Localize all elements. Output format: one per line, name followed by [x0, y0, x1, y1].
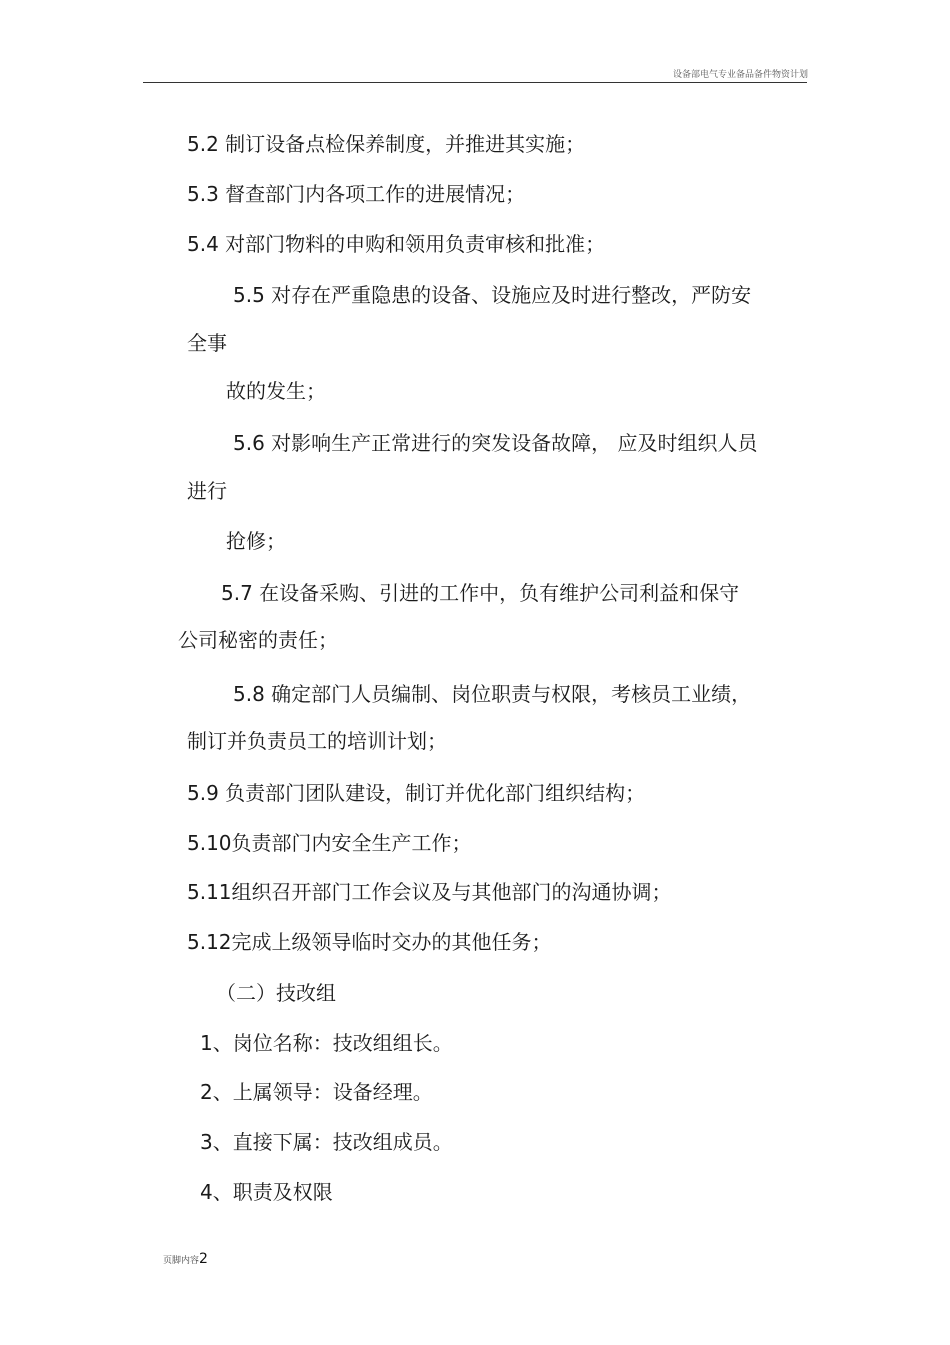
text-line-5-5-cont-2: 故的发生； [226, 379, 326, 403]
text-line-5-8-cont: 制订并负责员工的培训计划； [187, 729, 447, 753]
text-line-5-7: 5.7 在设备采购、引进的工作中，负有维护公司利益和保守 [221, 581, 740, 605]
page-footer [163, 1248, 208, 1267]
list-item-4: 4、职责及权限 [200, 1180, 333, 1204]
footer-label: 页脚内容 [163, 1256, 200, 1266]
list-item-3: 3、直接下属：技改组成员。 [200, 1130, 453, 1154]
text-line-5-6: 5.6 对影响生产正常进行的突发设备故障， 应及时组织人员 [233, 431, 758, 455]
section-heading: （二）技改组 [216, 981, 336, 1005]
text-line-5-2: 5.2 制订设备点检保养制度，并推进其实施； [187, 132, 586, 156]
list-item-1: 1、岗位名称：技改组组长。 [200, 1031, 453, 1055]
text-line-5-6-cont-2: 抢修； [226, 529, 286, 553]
header-rule [143, 82, 807, 83]
list-item-2: 2、上属领导：设备经理。 [200, 1080, 433, 1104]
text-line-5-6-cont-1: 进行 [187, 479, 227, 503]
text-line-5-11: 5.11组织召开部门工作会议及与其他部门的沟通协调； [187, 880, 672, 904]
header-title: 设备部电气专业备品备件物资计划 [672, 70, 808, 80]
text-line-5-10: 5.10负责部门内安全生产工作； [187, 831, 472, 855]
text-line-5-3: 5.3 督查部门内各项工作的进展情况； [187, 182, 526, 206]
text-line-5-9: 5.9 负责部门团队建设，制订并优化部门组织结构； [187, 781, 646, 805]
text-line-5-7-cont: 公司秘密的责任； [178, 628, 338, 652]
text-line-5-5-cont-1: 全事 [187, 331, 227, 355]
text-line-5-8: 5.8 确定部门人员编制、岗位职责与权限，考核员工业绩， [233, 682, 752, 706]
text-line-5-5: 5.5 对存在严重隐患的设备、设施应及时进行整改，严防安 [233, 283, 752, 307]
page-number: 2 [199, 1251, 208, 1267]
text-line-5-4: 5.4 对部门物料的申购和领用负责审核和批准； [187, 232, 606, 256]
text-line-5-12: 5.12完成上级领导临时交办的其他任务； [187, 930, 552, 954]
